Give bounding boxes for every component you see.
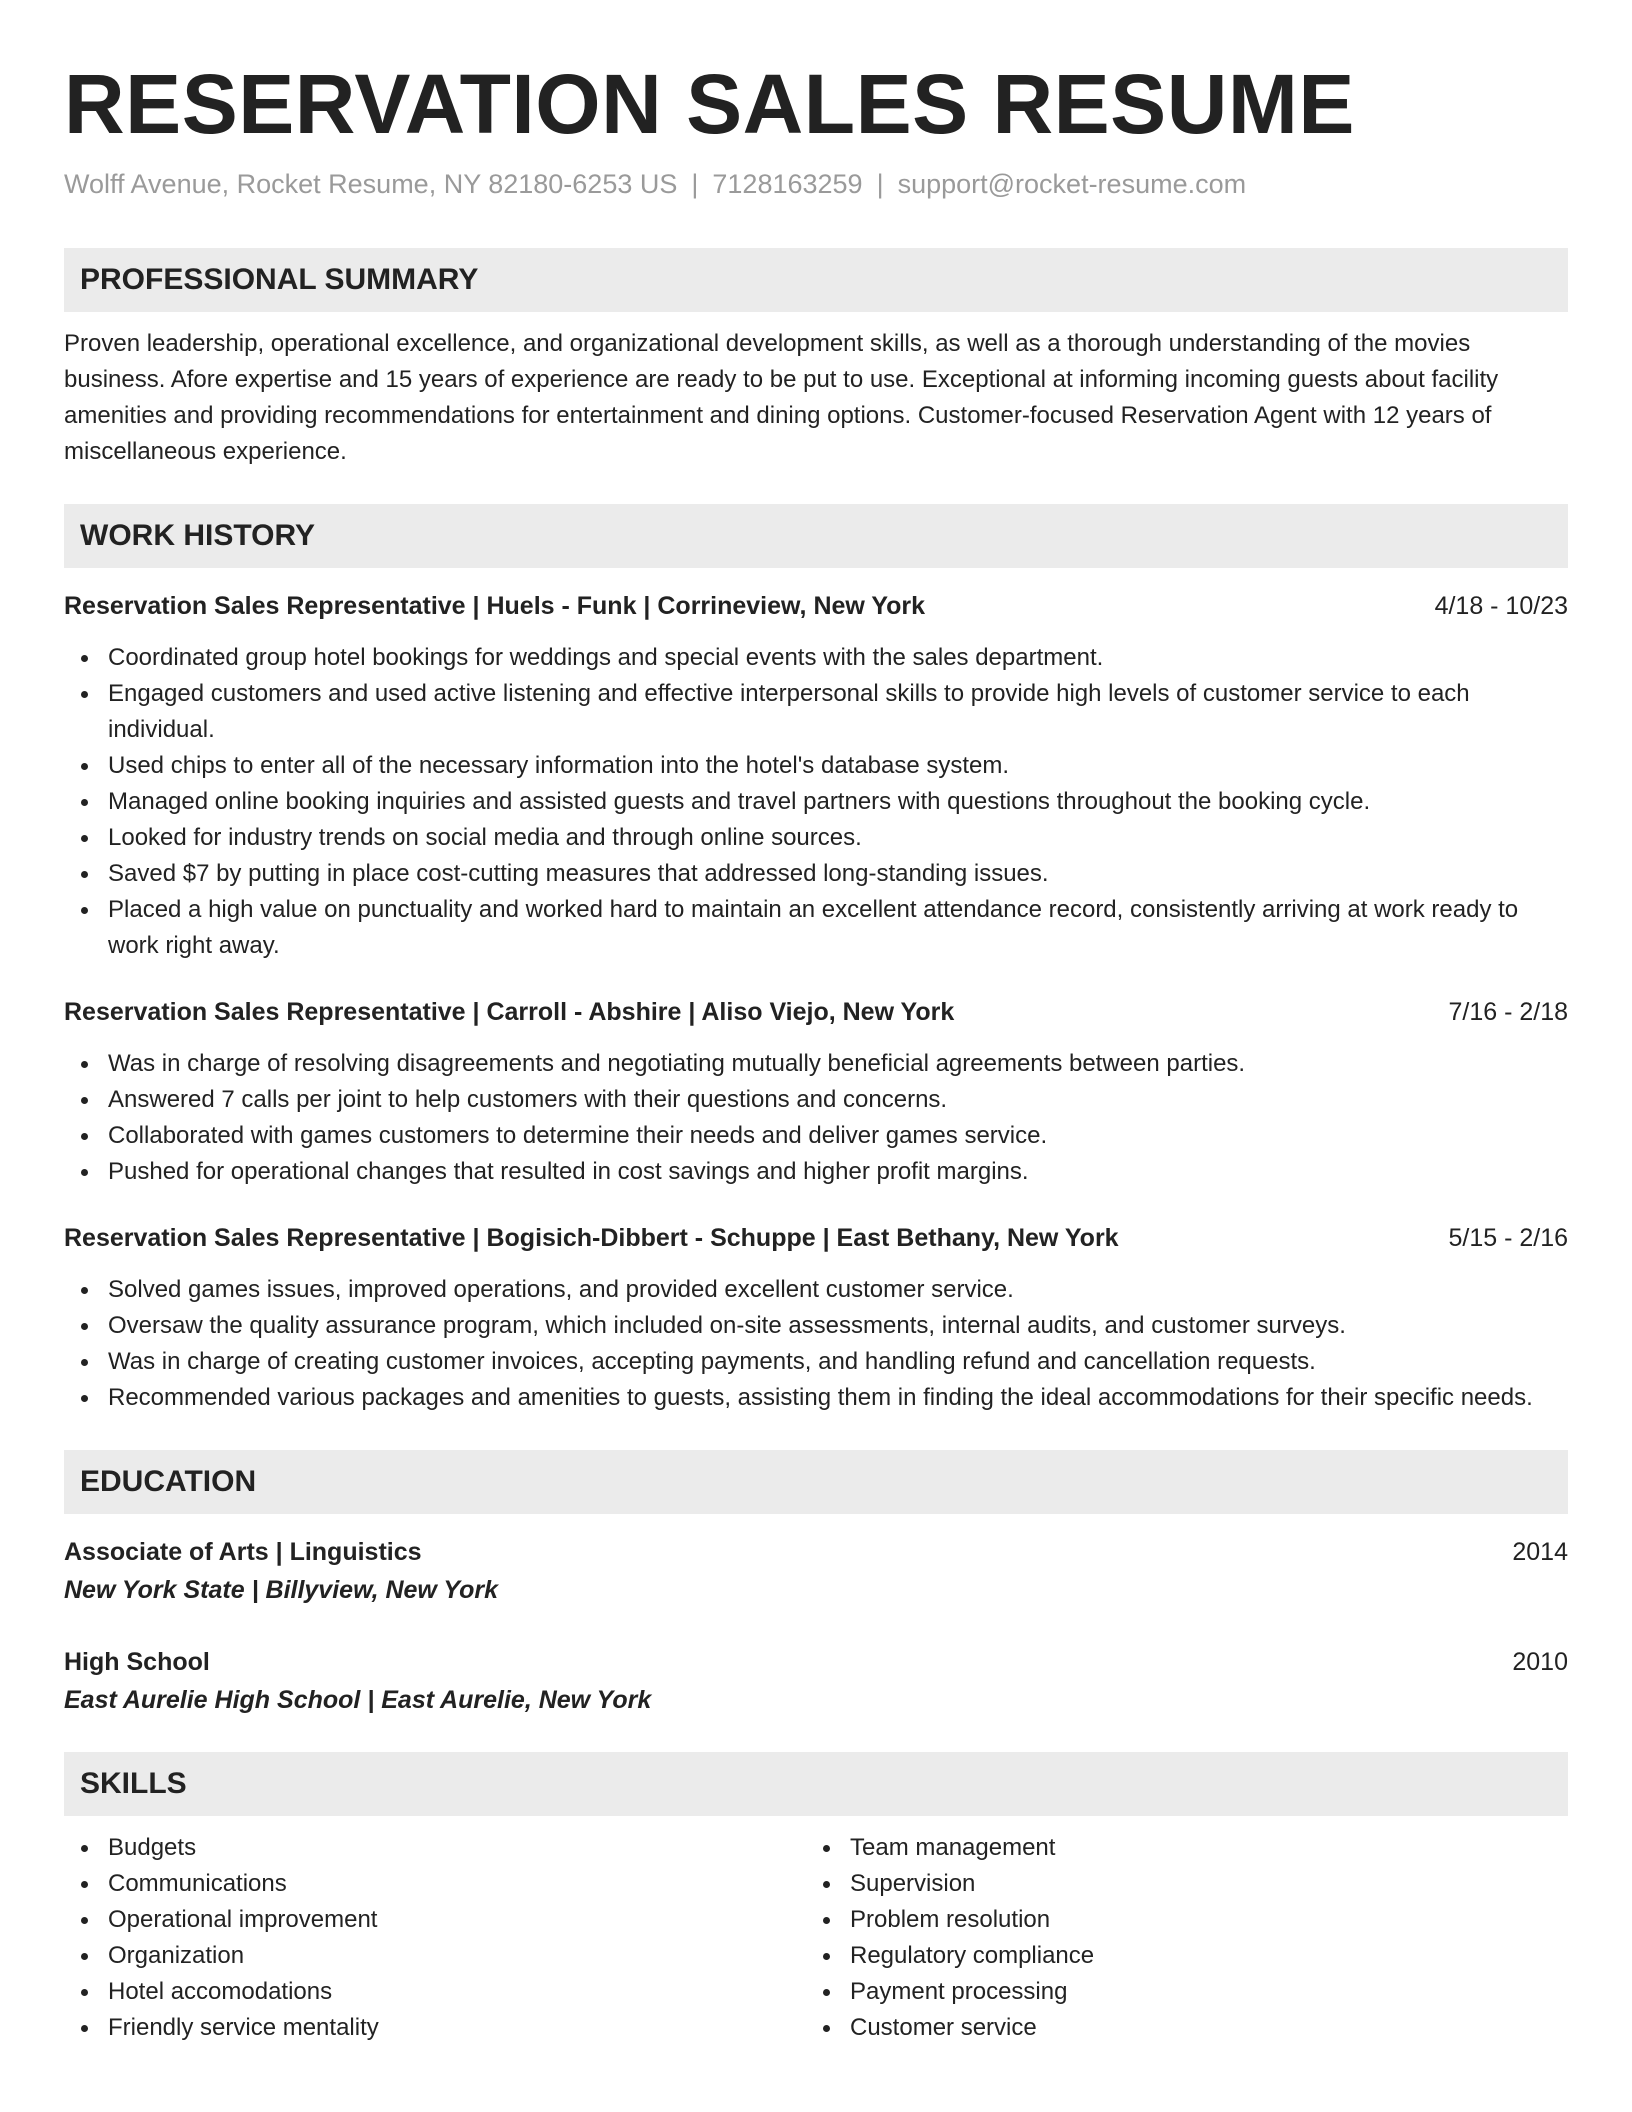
education-year: 2010 — [1512, 1648, 1568, 1676]
skill-item: Organization — [64, 1938, 806, 1974]
list-item: Coordinated group hotel bookings for weddings and special events with the sales department. — [64, 640, 1568, 676]
education-degree: High School — [64, 1648, 210, 1676]
skills-bullets — [64, 1830, 806, 2046]
skill-item: Budgets — [64, 1830, 806, 1866]
list-item: Used chips to enter all of the necessary information into the hotel's database system. — [64, 748, 1568, 784]
skills-list — [64, 1830, 1568, 2046]
summary-text: Proven leadership, operational excellence, and organizational development skills, as well as a thorough understanding of the movies business. Afore expertise and 15 years of experience are ready to be put to use. Exceptional at informing incoming guests about facility amenities and providing recommendations for entertainment and dining options. Customer-focused Reservation Agent with 12 years of miscellaneous experience. — [64, 330, 1499, 465]
contact-separator: | — [876, 169, 884, 199]
skill-item: Payment processing — [806, 1974, 1568, 2010]
education-degree: Associate of Arts | Linguistics — [64, 1538, 422, 1566]
skill-item: Operational improvement — [64, 1902, 806, 1938]
skills-bullets — [806, 1830, 1568, 2046]
job-title: Reservation Sales Representative | Carroll - Abshire | Aliso Viejo, New York — [64, 998, 955, 1026]
section-heading-education: EDUCATION — [64, 1450, 1568, 1514]
job-entry — [64, 994, 1568, 1190]
resume-page — [64, 56, 1568, 2046]
list-item: Oversaw the quality assurance program, which included on-site assessments, internal audits, and customer surveys. — [64, 1308, 1568, 1344]
contact-address: Wolff Avenue, Rocket Resume, NY 82180-6253 US — [64, 169, 678, 199]
education-year: 2014 — [1512, 1538, 1568, 1566]
list-item: Was in charge of resolving disagreements and negotiating mutually beneficial agreements between parties. — [64, 1046, 1568, 1082]
education-school: East Aurelie High School | East Aurelie, New York — [64, 1686, 652, 1714]
section-heading-work-history: WORK HISTORY — [64, 504, 1568, 568]
contact-separator: | — [691, 169, 699, 199]
job-bullets — [64, 1046, 1568, 1190]
job-bullets — [64, 640, 1568, 964]
list-item: Managed online booking inquiries and assisted guests and travel partners with questions throughout the booking cycle. — [64, 784, 1568, 820]
skill-item: Customer service — [806, 2010, 1568, 2046]
list-item: Saved $7 by putting in place cost-cutting measures that addressed long-standing issues. — [64, 856, 1568, 892]
resume-title: RESERVATION SALES RESUME — [64, 57, 1355, 151]
job-dates: 4/18 - 10/23 — [1434, 592, 1568, 620]
contact-line — [64, 166, 1568, 202]
skills-column — [64, 1830, 806, 2046]
contact-phone: 7128163259 — [712, 169, 863, 199]
skill-item: Regulatory compliance — [806, 1938, 1568, 1974]
job-entry — [64, 588, 1568, 964]
skill-item: Team management — [806, 1830, 1568, 1866]
list-item: Engaged customers and used active listening and effective interpersonal skills to provide high levels of customer service to each individual. — [64, 676, 1568, 748]
skill-item: Supervision — [806, 1866, 1568, 1902]
education-school: New York State | Billyview, New York — [64, 1576, 499, 1604]
list-item: Answered 7 calls per joint to help customers with their questions and concerns. — [64, 1082, 1568, 1118]
job-dates: 7/16 - 2/18 — [1448, 998, 1568, 1026]
section-heading-summary: PROFESSIONAL SUMMARY — [64, 248, 1568, 312]
job-bullets — [64, 1272, 1568, 1416]
list-item: Solved games issues, improved operations, and provided excellent customer service. — [64, 1272, 1568, 1308]
list-item: Pushed for operational changes that resulted in cost savings and higher profit margins. — [64, 1154, 1568, 1190]
skill-item: Hotel accomodations — [64, 1974, 806, 2010]
job-entry — [64, 1220, 1568, 1416]
skills-column — [806, 1830, 1568, 2046]
contact-email: support@rocket-resume.com — [897, 169, 1247, 199]
section-heading-skills: SKILLS — [64, 1752, 1568, 1816]
list-item: Placed a high value on punctuality and worked hard to maintain an excellent attendance record, consistently arriving at work ready to work right away. — [64, 892, 1568, 964]
list-item: Recommended various packages and amenities to guests, assisting them in finding the ideal accommodations for their specific needs. — [64, 1380, 1568, 1416]
skill-item: Communications — [64, 1866, 806, 1902]
education-entry — [64, 1644, 1568, 1718]
list-item: Was in charge of creating customer invoices, accepting payments, and handling refund and cancellation requests. — [64, 1344, 1568, 1380]
job-dates: 5/15 - 2/16 — [1448, 1224, 1568, 1252]
job-title: Reservation Sales Representative | Bogisich-Dibbert - Schuppe | East Bethany, New York — [64, 1224, 1119, 1252]
list-item: Looked for industry trends on social media and through online sources. — [64, 820, 1568, 856]
skill-item: Friendly service mentality — [64, 2010, 806, 2046]
job-title: Reservation Sales Representative | Huels - Funk | Corrineview, New York — [64, 592, 926, 620]
list-item: Collaborated with games customers to determine their needs and deliver games service. — [64, 1118, 1568, 1154]
skill-item: Problem resolution — [806, 1902, 1568, 1938]
education-entry — [64, 1534, 1568, 1608]
